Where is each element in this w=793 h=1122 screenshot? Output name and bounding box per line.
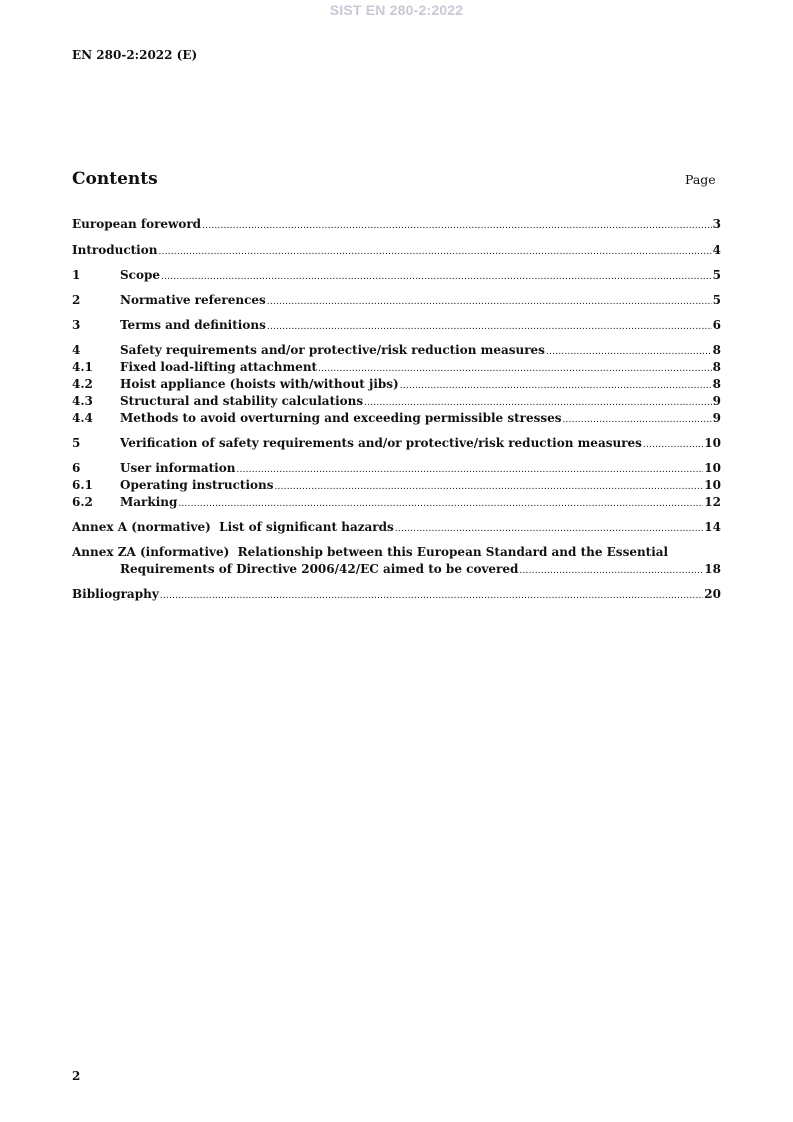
toc-leader — [643, 437, 703, 454]
toc-page: 9 — [712, 411, 721, 425]
toc-page: 6 — [712, 318, 721, 332]
toc-leader — [546, 344, 712, 361]
toc-leader — [178, 496, 703, 513]
toc-entry-annex-a[interactable] — [72, 519, 721, 536]
toc-title: Annex A (normative) List of significant hazards — [72, 520, 394, 534]
toc-title: Structural and stability calculations — [120, 394, 364, 408]
toc-entry-normative-references[interactable] — [72, 292, 721, 309]
toc-title: Hoist appliance (hoists with/without jibs) — [120, 377, 399, 391]
toc-page: 10 — [704, 436, 721, 450]
toc-entry-4-3[interactable] — [72, 393, 721, 410]
toc-title: Bibliography — [72, 587, 159, 601]
toc-leader — [236, 462, 703, 479]
toc-number: 4.3 — [72, 394, 93, 408]
toc-leader — [395, 521, 704, 538]
toc-title: Verification of safety requirements and/or protective/risk reduction measures — [120, 436, 642, 450]
toc-entry-4-2[interactable] — [72, 376, 721, 393]
toc-title: Scope — [120, 268, 161, 282]
toc-number: 6.1 — [72, 478, 93, 492]
toc-entry-bibliography[interactable] — [72, 586, 721, 603]
toc-page: 4 — [712, 243, 721, 257]
toc-entry-4-4[interactable] — [72, 410, 721, 427]
toc-title: Fixed load-lifting attachment — [120, 360, 318, 374]
toc-leader — [267, 294, 712, 311]
toc-page: 9 — [712, 394, 721, 408]
toc-entry-user-information[interactable] — [72, 460, 721, 477]
contents-heading: Contents — [72, 169, 158, 189]
toc-number: 4.2 — [72, 377, 93, 391]
toc-page: 8 — [712, 343, 721, 357]
toc-number: 4 — [72, 343, 81, 357]
toc-page: 20 — [704, 587, 721, 601]
toc-entry-4-1[interactable] — [72, 359, 721, 376]
toc-leader — [275, 479, 704, 496]
toc-page: 12 — [704, 495, 721, 509]
page-column-label: Page — [685, 172, 716, 187]
toc-entry-safety-requirements[interactable] — [72, 342, 721, 359]
toc-number: 5 — [72, 436, 81, 450]
toc-leader — [400, 378, 712, 395]
toc-title: Normative references — [120, 293, 266, 307]
toc-title: Marking — [120, 495, 178, 509]
toc-leader — [161, 269, 712, 286]
page-number: 2 — [72, 1069, 81, 1083]
toc-title: Terms and definitions — [120, 318, 266, 332]
toc-page: 8 — [712, 377, 721, 391]
toc-number: 4.4 — [72, 411, 93, 425]
toc-page: 10 — [704, 461, 721, 475]
toc-title: Operating instructions — [120, 478, 274, 492]
toc-leader — [160, 588, 704, 605]
toc-entry-6-1[interactable] — [72, 477, 721, 494]
toc-title-continued: Requirements of Directive 2006/42/EC aimed to be covered — [120, 562, 519, 576]
toc-title: Annex ZA (informative) Relationship between this European Standard and the Essential — [72, 545, 669, 559]
toc-number: 2 — [72, 293, 81, 307]
toc-number: 6 — [72, 461, 81, 475]
toc-leader — [267, 319, 712, 336]
toc-page: 10 — [704, 478, 721, 492]
toc-title: European foreword — [72, 217, 202, 231]
toc-entry-verification[interactable] — [72, 435, 721, 452]
toc-number: 6.2 — [72, 495, 93, 509]
toc-entry-scope[interactable] — [72, 267, 721, 284]
toc-title: User information — [120, 461, 236, 475]
watermark: SIST EN 280-2:2022 — [329, 2, 464, 18]
toc-title: Methods to avoid overturning and exceeding permissible stresses — [120, 411, 562, 425]
toc-entry-annex-za[interactable] — [72, 544, 721, 578]
toc-page: 8 — [712, 360, 721, 374]
toc-entry-terms-definitions[interactable] — [72, 317, 721, 334]
toc-page: 18 — [704, 562, 721, 576]
toc-leader — [519, 563, 703, 580]
toc-entry-introduction[interactable] — [72, 242, 721, 259]
toc-entry-foreword[interactable] — [72, 216, 721, 233]
toc-page: 5 — [712, 293, 721, 307]
toc-number: 1 — [72, 268, 81, 282]
toc-page: 3 — [712, 217, 721, 231]
toc-leader — [563, 412, 712, 429]
table-of-contents — [72, 216, 721, 603]
toc-entry-6-2[interactable] — [72, 494, 721, 511]
document-id: EN 280-2:2022 (E) — [72, 48, 198, 62]
toc-page: 14 — [704, 520, 721, 534]
toc-leader — [158, 244, 711, 261]
toc-title: Introduction — [72, 243, 158, 257]
toc-leader — [202, 218, 712, 235]
toc-number: 4.1 — [72, 360, 93, 374]
toc-number: 3 — [72, 318, 81, 332]
toc-page: 5 — [712, 268, 721, 282]
toc-title: Safety requirements and/or protective/risk reduction measures — [120, 343, 545, 357]
